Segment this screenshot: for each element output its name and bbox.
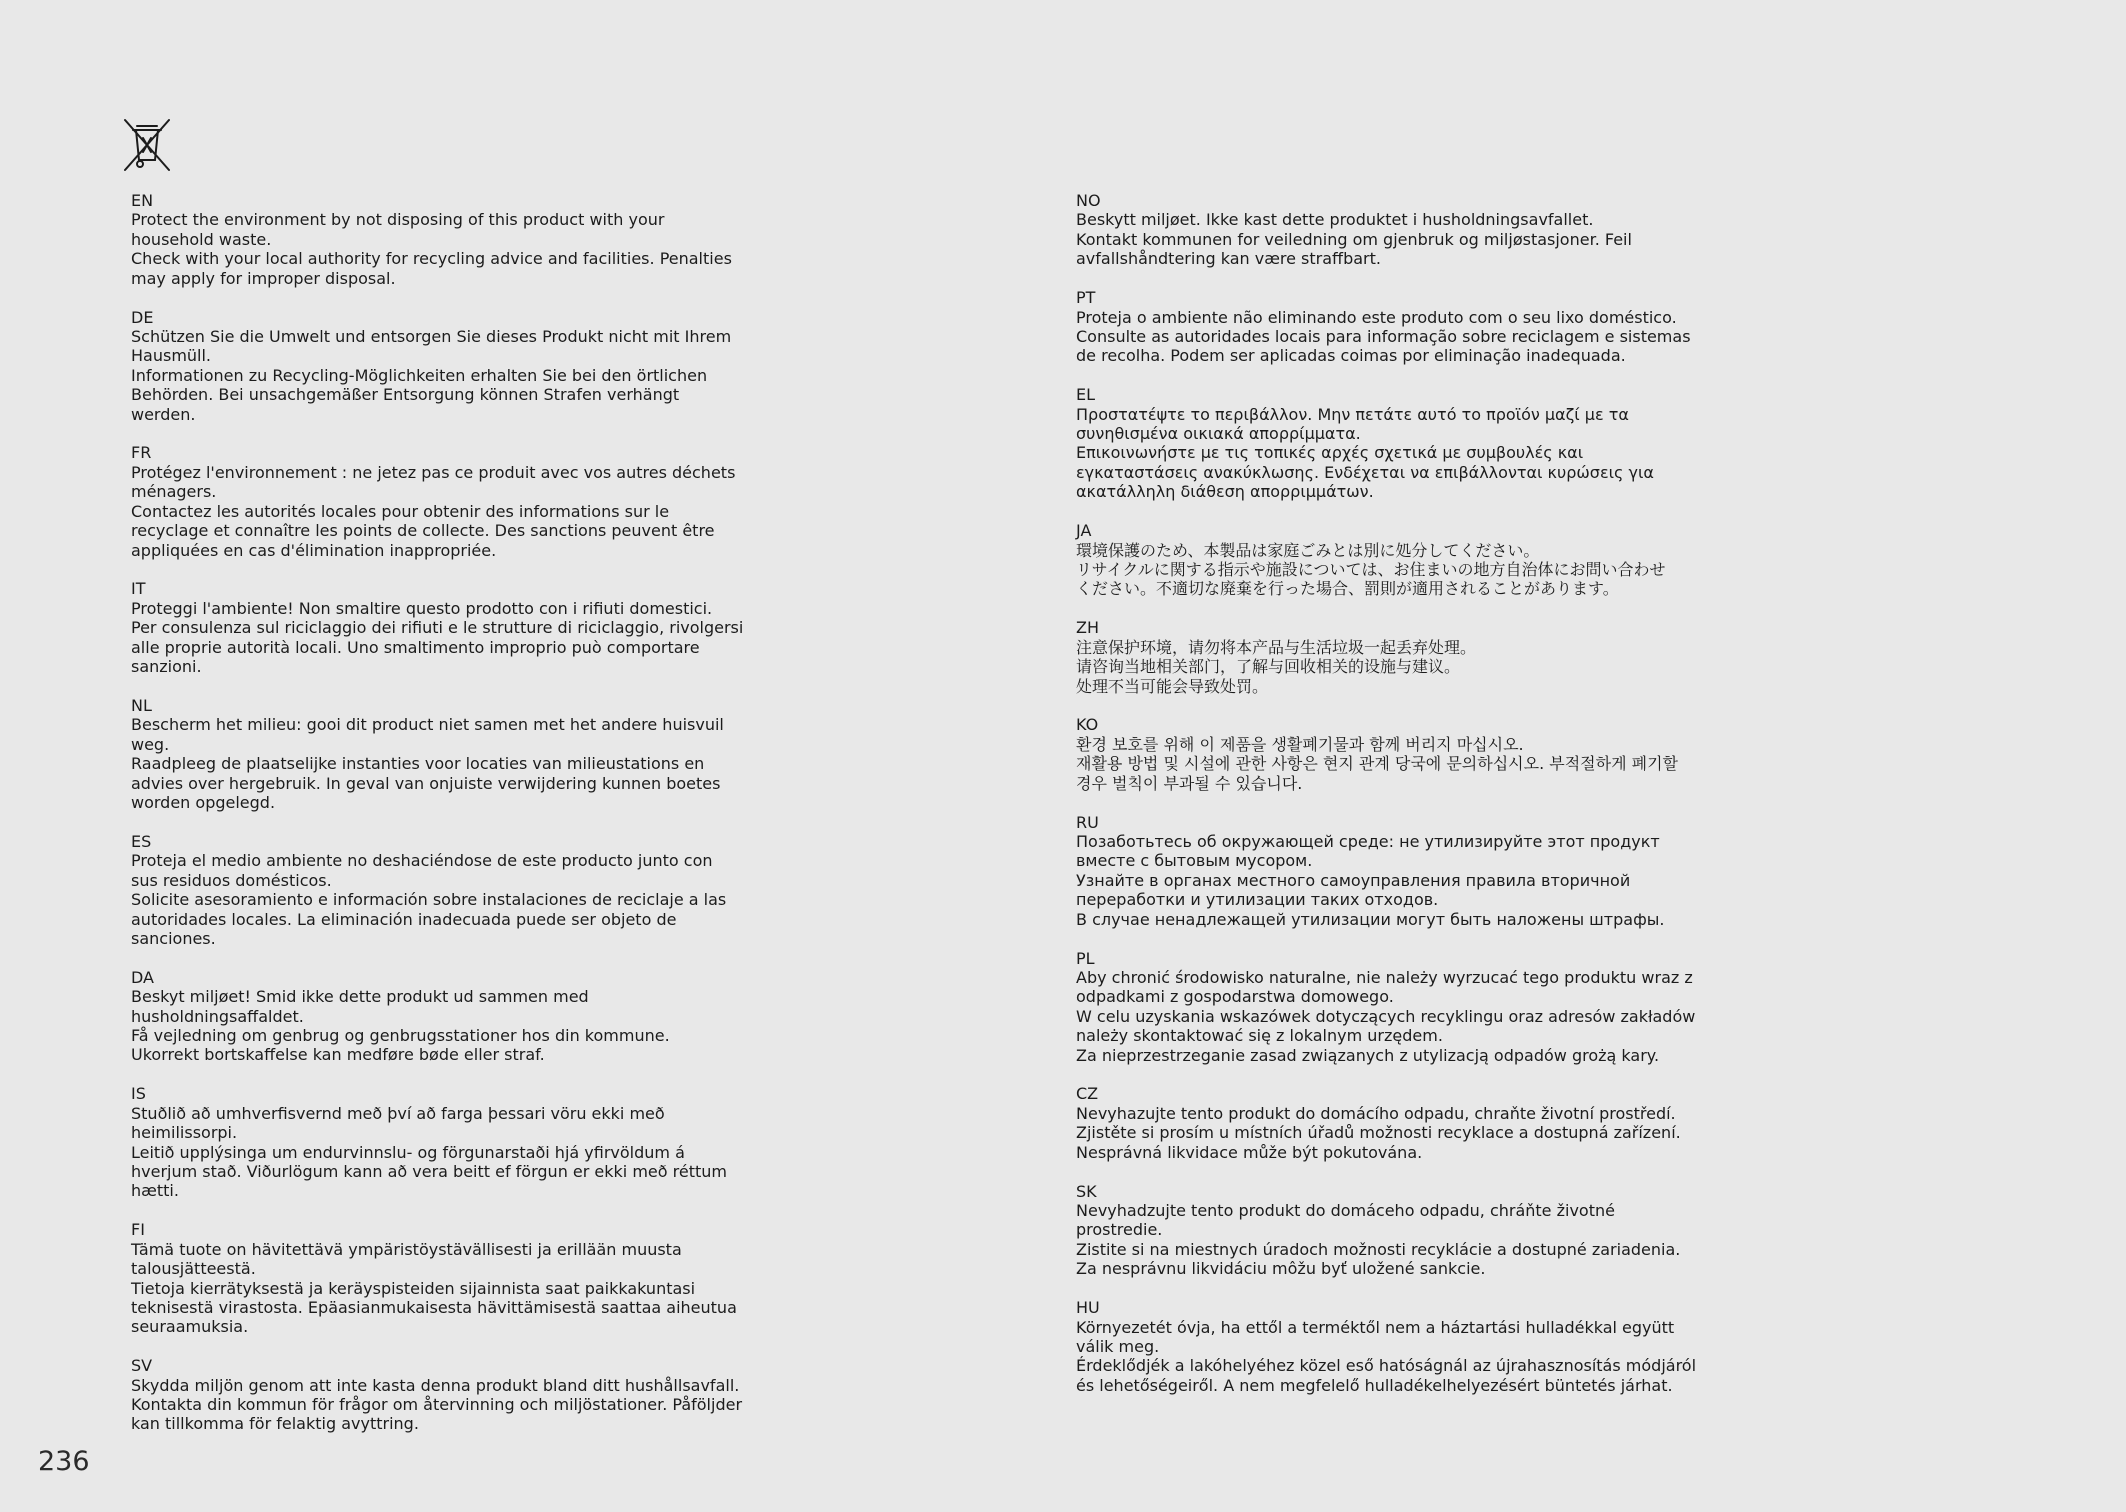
disposal-text-line: Solicite asesoramiento e información sobre instalaciones de reciclaje a las (131, 890, 727, 910)
disposal-text-line: Nevyhadzujte tento produkt do domáceho odpadu, chráňte životné (1076, 1200, 1615, 1220)
disposal-text-line: Proteja el medio ambiente no deshaciéndose de este producto junto con (131, 851, 713, 871)
disposal-text-line: Informationen zu Recycling-Möglichkeiten erhalten Sie bei den örtlichen (131, 365, 708, 385)
language-code: NO (1076, 191, 1101, 210)
disposal-text-line: talousjätteestä. (131, 1259, 256, 1279)
language-section-sv (131, 1356, 771, 1434)
disposal-text-line: alle proprie autorità locali. Uno smaltimento improprio può comportare (131, 637, 700, 657)
disposal-text-line: Protect the environment by not disposing of this product with your (131, 210, 665, 230)
language-section-da (131, 968, 771, 1065)
disposal-text-line: appliquées en cas d'élimination inappropriée. (131, 540, 497, 560)
language-code: IS (131, 1084, 146, 1104)
disposal-text-line: εγκαταστάσεις ανακύκλωσης. Ενδέχεται να επιβάλλονται κυρώσεις για (1076, 462, 1654, 482)
disposal-text-line: Beskytt miljøet. Ikke kast dette produktet i husholdningsavfallet. (1076, 210, 1594, 230)
disposal-text-line: 경우 벌칙이 부과될 수 있습니다. (1076, 773, 1303, 793)
language-section-nl (131, 696, 771, 812)
disposal-text-line: werden. (131, 404, 196, 424)
disposal-text-line: Környezetét óvja, ha ettől a terméktől nem a háztartási hulladékkal együtt (1076, 1317, 1675, 1337)
crossed-out-wheelie-bin-icon (122, 118, 172, 172)
disposal-text-line: リサイクルに関する指示や施設については、お住まいの地方自治体にお問い合わせ (1076, 560, 1666, 579)
language-section-ru (1076, 813, 1716, 929)
language-code: ES (131, 831, 152, 851)
disposal-text-line: 注意保护环境，请勿将本产品与生活垃圾一起丢弃处理。 (1076, 637, 1477, 657)
page-number: 236 (38, 1446, 90, 1477)
language-section-ko (1076, 715, 1716, 793)
disposal-text-line: Узнайте в органах местного самоуправления правила вторичной (1076, 870, 1631, 890)
language-code: CZ (1076, 1084, 1099, 1104)
right-column (1076, 191, 1716, 1415)
language-section-fi (131, 1220, 771, 1336)
disposal-text-line: 请咨询当地相关部门，了解与回收相关的设施与建议。 (1076, 657, 1461, 677)
disposal-text-line: ακατάλληλη διάθεση απορριμμάτων. (1076, 482, 1374, 502)
disposal-text-line: recyclage et connaître les points de collecte. Des sanctions peuvent être (131, 521, 715, 541)
disposal-text-line: de recolha. Podem ser aplicadas coimas por eliminação inadequada. (1076, 346, 1626, 366)
disposal-text-line: Stuðlið að umhverfisvernd með því að farga þessari vöru ekki með (131, 1103, 665, 1123)
disposal-text-line: Kontakt kommunen for veiledning om gjenbruk og miljøstasjoner. Feil (1076, 229, 1632, 249)
disposal-text-line: Nevyhazujte tento produkt do domácího odpadu, chraňte životní prostředí. (1076, 1103, 1676, 1123)
language-code: SK (1076, 1181, 1097, 1201)
language-section-no (1076, 191, 1716, 269)
disposal-text-line: Proteggi l'ambiente! Non smaltire questo prodotto con i rifiuti domestici. (131, 598, 713, 618)
disposal-text-line: Zjistěte si prosím u místních úřadů možnosti recyklace a dostupná zařízení. (1076, 1123, 1681, 1143)
disposal-text-line: 環境保護のため、本製品は家庭ごみとは別に処分してください。 (1076, 540, 1540, 560)
language-section-it (131, 579, 771, 676)
language-code: FR (131, 443, 152, 463)
language-section-es (131, 832, 771, 948)
left-column (131, 191, 771, 1453)
disposal-text-line: seuraamuksia. (131, 1317, 249, 1337)
language-section-en (131, 191, 771, 288)
language-section-zh (1076, 618, 1716, 696)
language-code: PL (1076, 948, 1095, 968)
language-section-sk (1076, 1182, 1716, 1279)
language-code: IT (131, 579, 146, 599)
disposal-text-line: sanzioni. (131, 657, 202, 677)
disposal-text-line: W celu uzyskania wskazówek dotyczących recyklingu oraz adresów zakładów (1076, 1006, 1696, 1026)
disposal-text-line: переработки и утилизации таких отходов. (1076, 890, 1439, 910)
disposal-text-line: Kontakta din kommun för frågor om återvinning och miljöstationer. Påföljder (131, 1395, 743, 1415)
disposal-text-line: Hausmüll. (131, 346, 212, 366)
disposal-text-line: Få vejledning om genbrug og genbrugsstationer hos din kommune. (131, 1026, 670, 1046)
language-code: KO (1076, 715, 1099, 735)
disposal-text-line: вместе с бытовым мусором. (1076, 851, 1313, 871)
disposal-text-line: Ukorrekt bortskaffelse kan medføre bøde eller straf. (131, 1045, 545, 1065)
disposal-text-line: Za nieprzestrzeganie zasad związanych z utylizacją odpadów grożą kary. (1076, 1045, 1660, 1065)
disposal-text-line: válik meg. (1076, 1336, 1160, 1356)
language-section-el (1076, 385, 1716, 501)
disposal-text-line: Позаботьтесь об окружающей среде: не утилизируйте этот продукт (1076, 831, 1660, 851)
disposal-text-line: Protégez l'environnement : ne jetez pas ce produit avec vos autres déchets (131, 462, 736, 482)
disposal-text-line: Bescherm het milieu: gooi dit product niet samen met het andere huisvuil (131, 715, 724, 735)
disposal-text-line: 处理不当可能会导致处罚。 (1076, 676, 1269, 696)
disposal-text-line: 재활용 방법 및 시설에 관한 사항은 현지 관계 당국에 문의하십시오. 부적절하게 폐기할 (1076, 754, 1678, 774)
disposal-text-line: és lehetőségeiről. A nem megfelelő hulladékelhelyezésért büntetés járhat. (1076, 1375, 1673, 1395)
disposal-text-line: Tietoja kierrätyksestä ja keräyspisteiden sijainnista saat paikkakuntasi (131, 1278, 696, 1298)
disposal-text-line: należy skontaktować się z lokalnym urzędem. (1076, 1026, 1443, 1046)
language-code: DE (131, 307, 154, 327)
disposal-text-line: Tämä tuote on hävitettävä ympäristöystävällisesti ja erillään muusta (131, 1239, 682, 1259)
disposal-text-line: Skydda miljön genom att inte kasta denna produkt bland ditt hushållsavfall. (131, 1375, 740, 1395)
disposal-text-line: sus residuos domésticos. (131, 870, 332, 890)
language-code: FI (131, 1220, 145, 1240)
disposal-text-line: avfallshåndtering kan være straffbart. (1076, 249, 1381, 269)
disposal-text-line: Nesprávná likvidace může být pokutována. (1076, 1142, 1423, 1162)
language-code: HU (1076, 1298, 1100, 1318)
language-section-de (131, 308, 771, 424)
disposal-text-line: Raadpleeg de plaatselijke instanties voor locaties van milieustations en (131, 754, 705, 774)
language-section-pl (1076, 949, 1716, 1065)
disposal-text-line: Érdeklődjék a lakóhelyéhez közel eső hatóságnál az újrahasznosítás módjáról (1076, 1356, 1697, 1376)
language-code: NL (131, 695, 152, 715)
disposal-text-line: advies over hergebruik. In geval van onjuiste verwijdering kunnen boetes (131, 773, 721, 793)
disposal-text-line: Check with your local authority for recycling advice and facilities. Penalties (131, 249, 732, 269)
disposal-text-line: Proteja o ambiente não eliminando este produto com o seu lixo doméstico. (1076, 307, 1677, 327)
disposal-text-line: kan tillkomma för felaktig avyttring. (131, 1414, 419, 1434)
disposal-text-line: Επικοινωνήστε με τις τοπικές αρχές σχετικά με συμβουλές και (1076, 443, 1584, 463)
disposal-text-line: Leitið upplýsinga um endurvinnslu- og förgunarstaði hjá yfirvöldum á (131, 1142, 685, 1162)
disposal-text-line: ménagers. (131, 482, 217, 502)
disposal-text-line: hætti. (131, 1181, 179, 1201)
disposal-text-line: may apply for improper disposal. (131, 268, 396, 288)
disposal-text-line: heimilissorpi. (131, 1123, 238, 1143)
disposal-text-line: συνηθισμένα οικιακά απορρίμματα. (1076, 424, 1361, 444)
disposal-text-line: Behörden. Bei unsachgemäßer Entsorgung können Strafen verhängt (131, 385, 680, 405)
language-section-hu (1076, 1298, 1716, 1395)
disposal-text-line: Consulte as autoridades locais para informação sobre reciclagem e sistemas (1076, 326, 1691, 346)
language-code: EL (1076, 385, 1096, 405)
disposal-text-line: Schützen Sie die Umwelt und entsorgen Sie dieses Produkt nicht mit Ihrem (131, 326, 732, 346)
disposal-text-line: В случае ненадлежащей утилизации могут быть наложены штрафы. (1076, 909, 1665, 929)
disposal-text-line: Per consulenza sul riciclaggio dei rifiuti e le strutture di riciclaggio, rivolgersi (131, 618, 744, 638)
disposal-text-line: sanciones. (131, 928, 216, 948)
language-code: SV (131, 1356, 153, 1376)
disposal-text-line: weg. (131, 734, 170, 754)
language-code: EN (131, 191, 154, 210)
disposal-text-line: autoridades locales. La eliminación inadecuada puede ser objeto de (131, 909, 677, 929)
disposal-text-line: Contactez les autorités locales pour obtenir des informations sur le (131, 501, 670, 521)
disposal-text-line: teknisestä virastosta. Epäasianmukaisesta hävittämisestä saattaa aiheutua (131, 1297, 737, 1317)
disposal-text-line: worden opgelegd. (131, 792, 276, 812)
disposal-text-line: hverjum stað. Viðurlögum kann að vera beitt ef förgun er ekki með réttum (131, 1161, 727, 1181)
language-code: RU (1076, 812, 1099, 832)
disposal-text-line: 환경 보호를 위해 이 제품을 생활폐기물과 함께 버리지 마십시오. (1076, 734, 1524, 754)
language-code: JA (1076, 521, 1092, 541)
language-section-pt (1076, 288, 1716, 366)
disposal-text-line: Προστατέψτε το περιβάλλον. Μην πετάτε αυτό το προϊόν μαζί με τα (1076, 404, 1629, 424)
language-section-ja (1076, 521, 1716, 599)
language-section-cz (1076, 1084, 1716, 1162)
language-section-fr (131, 443, 771, 559)
disposal-text-line: prostredie. (1076, 1220, 1163, 1240)
disposal-text-line: husholdningsaffaldet. (131, 1006, 304, 1026)
disposal-text-line: ください。不適切な廃棄を行った場合、罰則が適用されることがあります。 (1076, 579, 1619, 599)
language-code: PT (1076, 288, 1096, 308)
disposal-text-line: Za nesprávnu likvidáciu môžu byť uložené sankcie. (1076, 1259, 1486, 1279)
language-code: DA (131, 967, 154, 987)
language-code: ZH (1076, 618, 1099, 638)
disposal-text-line: Zistite si na miestnych úradoch možnosti recyklácie a dostupné zariadenia. (1076, 1239, 1681, 1259)
language-section-is (131, 1084, 771, 1200)
disposal-text-line: odpadkami z gospodarstwa domowego. (1076, 987, 1394, 1007)
disposal-text-line: household waste. (131, 229, 272, 249)
disposal-text-line: Aby chronić środowisko naturalne, nie należy wyrzucać tego produktu wraz z (1076, 967, 1693, 987)
disposal-text-line: Beskyt miljøet! Smid ikke dette produkt ud sammen med (131, 987, 589, 1007)
